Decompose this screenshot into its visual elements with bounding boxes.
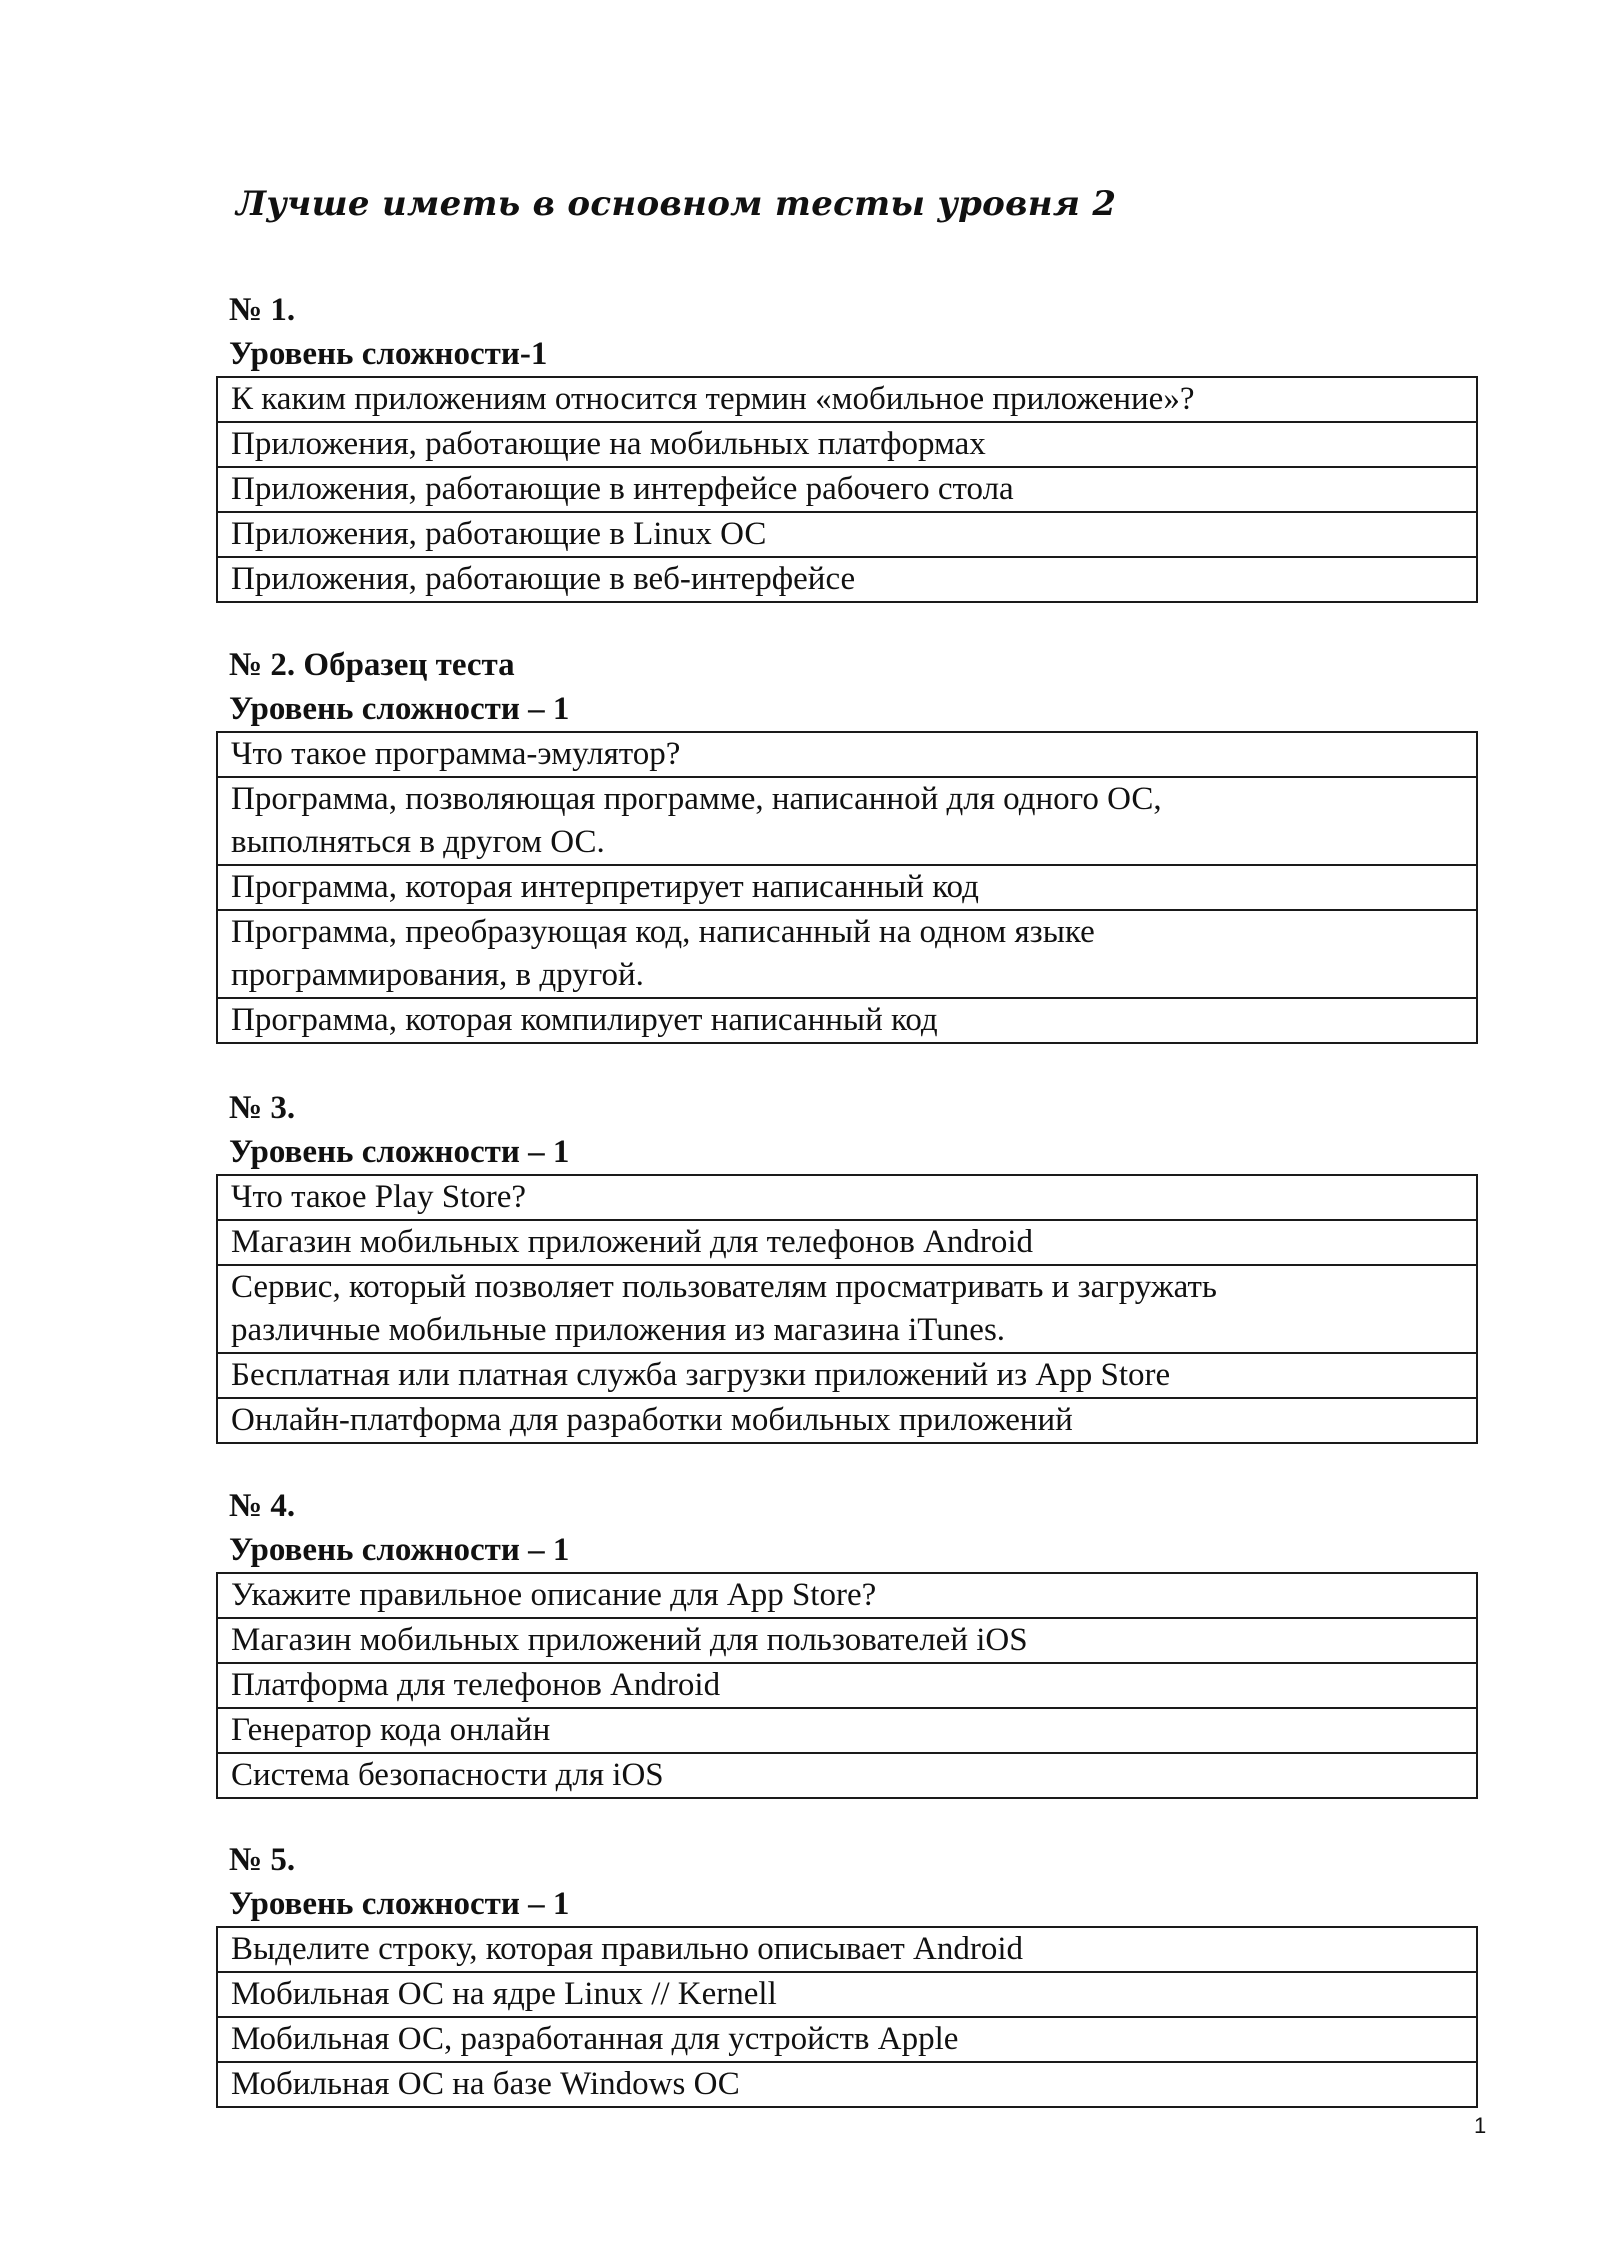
answer-option: Приложения, работающие на мобильных платформах xyxy=(218,421,1476,466)
question-1 xyxy=(216,288,1478,603)
difficulty-level: Уровень сложности-1 xyxy=(229,336,548,372)
question-table xyxy=(216,1926,1478,2108)
difficulty-level: Уровень сложности – 1 xyxy=(229,1134,570,1170)
question-4 xyxy=(216,1484,1478,1799)
answer-option: Приложения, работающие в интерфейсе рабочего стола xyxy=(218,466,1476,511)
answer-option: Приложения, работающие в Linux ОС xyxy=(218,511,1476,556)
question-number: № 4. xyxy=(229,1488,296,1524)
difficulty-level: Уровень сложности – 1 xyxy=(229,1886,570,1922)
question-text: К каким приложениям относится термин «мобильное приложение»? xyxy=(231,381,1195,417)
page-title: Лучше иметь в основном тесты уровня 2 xyxy=(236,184,1117,224)
answer-option: Программа, которая интерпретирует написанный код xyxy=(218,864,1476,909)
question-number: № 1. xyxy=(229,292,296,328)
question-text: Что такое Play Store? xyxy=(231,1179,527,1215)
question-number: № 2. Образец теста xyxy=(229,647,515,683)
answer-option: Бесплатная или платная служба загрузки приложений из App Store xyxy=(218,1352,1476,1397)
question-number: № 3. xyxy=(229,1090,296,1126)
answer-option: Мобильная ОС на ядре Linux // Kernell xyxy=(218,1971,1476,2016)
question-table xyxy=(216,376,1478,603)
answer-option: Мобильная ОС на базе Windows ОС xyxy=(218,2061,1476,2106)
answer-option: Онлайн-платформа для разработки мобильных приложений xyxy=(218,1397,1476,1442)
answer-option: Мобильная ОС, разработанная для устройств Apple xyxy=(218,2016,1476,2061)
answer-option: Приложения, работающие в веб-интерфейсе xyxy=(218,556,1476,601)
page-number: 1 xyxy=(1474,2113,1487,2138)
answer-option: Система безопасности для iOS xyxy=(218,1752,1476,1797)
answer-option: Сервис, который позволяет пользователям просматривать и загружать различные мобильные приложения из магазина iTunes. xyxy=(218,1264,1476,1352)
question-text: Выделите строку, которая правильно описывает Android xyxy=(231,1931,1023,1967)
question-table xyxy=(216,731,1478,1044)
question-text: Что такое программа-эмулятор? xyxy=(231,736,681,772)
answer-option: Программа, преобразующая код, написанный на одном языке программирования, в другой. xyxy=(218,909,1476,997)
question-3 xyxy=(216,1086,1478,1444)
question-table xyxy=(216,1572,1478,1799)
question-2 xyxy=(216,643,1478,1044)
difficulty-level: Уровень сложности – 1 xyxy=(229,691,570,727)
question-5 xyxy=(216,1838,1478,2108)
question-number: № 5. xyxy=(229,1842,296,1878)
answer-option: Магазин мобильных приложений для пользователей iOS xyxy=(218,1617,1476,1662)
answer-option: Генератор кода онлайн xyxy=(218,1707,1476,1752)
answer-option: Программа, позволяющая программе, написанной для одного ОС, выполняться в другом ОС. xyxy=(218,776,1476,864)
question-text: Укажите правильное описание для App Store? xyxy=(231,1577,877,1613)
answer-option: Платформа для телефонов Android xyxy=(218,1662,1476,1707)
question-table xyxy=(216,1174,1478,1444)
difficulty-level: Уровень сложности – 1 xyxy=(229,1532,570,1568)
answer-option: Программа, которая компилирует написанный код xyxy=(218,997,1476,1042)
answer-option: Магазин мобильных приложений для телефонов Android xyxy=(218,1219,1476,1264)
